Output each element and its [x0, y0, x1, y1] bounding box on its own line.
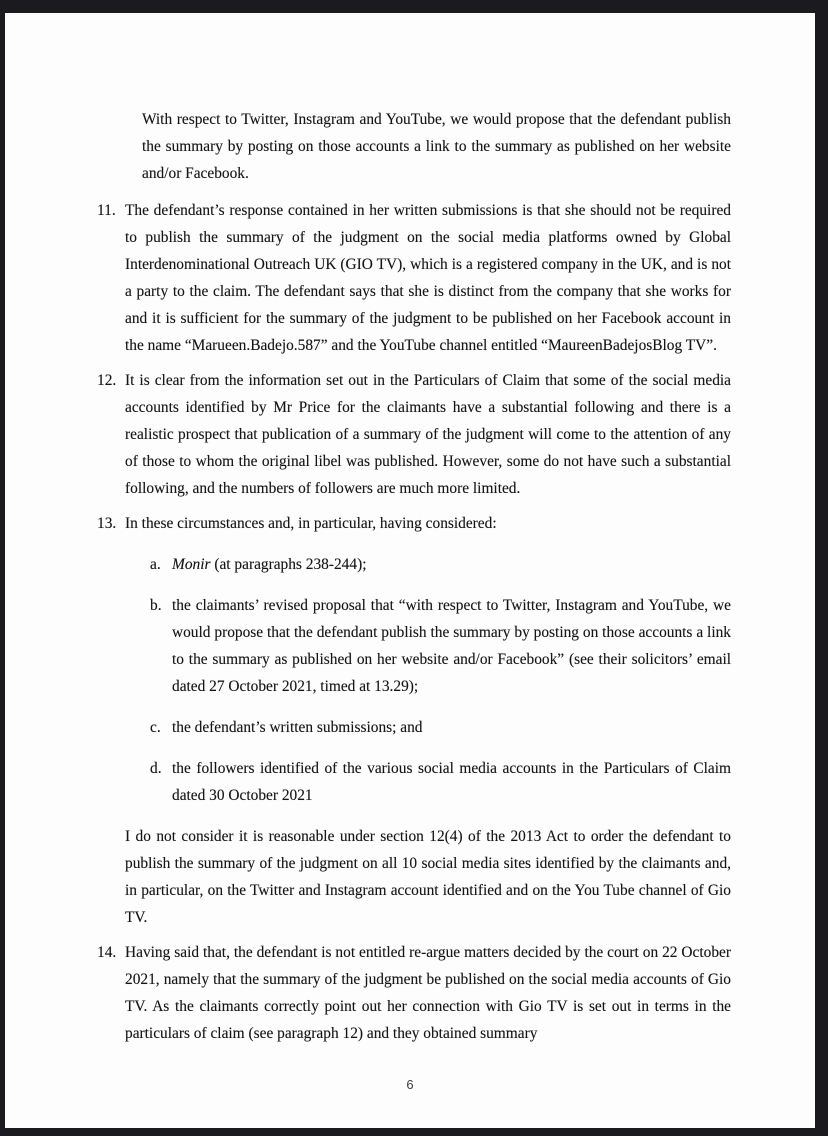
sub-item-a-label: a.	[150, 556, 161, 573]
sub-item-d-label: d.	[150, 760, 162, 777]
quoted-proposal-block: With respect to Twitter, Instagram and YouTube, we would propose that the defendant publish the summary by posting on those accounts a link to the summary as published on her website and/or Facebook.	[142, 111, 731, 182]
sub-item-c	[150, 714, 731, 741]
paragraph-12	[97, 367, 731, 502]
sub-item-c-text: the defendant’s written submissions; and	[172, 719, 423, 736]
paragraph-14-text: Having said that, the defendant is not entitled re-argue matters decided by the court on 22 October 2021, namely that the summary of the judgment be published on the social media accounts of Gio TV. As the claimants correctly point out her connection with Gio TV is set out in terms in the particulars of claim (see paragraph 12) and they obtained summary	[125, 944, 731, 1042]
sub-item-d-text: the followers identified of the various social media accounts in the Particulars of Claim dated 30 October 2021	[172, 760, 731, 804]
paragraph-13-text: In these circumstances and, in particular, having considered:	[125, 515, 497, 532]
document-page	[5, 13, 815, 1128]
sub-item-c-label: c.	[150, 719, 161, 736]
paragraph-12-text: It is clear from the information set out in the Particulars of Claim that some of the social media accounts identified by Mr Price for the claimants have a substantial following and there is a realistic prospect that publication of a summary of the judgment will come to the attention of any of those to whom the original libel was published. However, some do not have such a substantial following, and the numbers of followers are much more limited.	[125, 372, 731, 497]
document-content	[5, 13, 815, 1047]
sub-item-b	[150, 592, 731, 700]
paragraph-13	[97, 510, 731, 537]
sub-item-a	[150, 551, 731, 578]
paragraph-14-number: 14.	[97, 944, 117, 961]
paragraph-13-conclusion: I do not consider it is reasonable under section 12(4) of the 2013 Act to order the defendant to publish the summary of the judgment on all 10 social media sites identified by the claimants and, in particular, on the Twitter and Instagram account identified and on the You Tube channel of Gio TV.	[125, 828, 731, 926]
sub-item-d	[150, 755, 731, 809]
paragraph-11	[97, 197, 731, 359]
sub-item-b-label: b.	[150, 597, 162, 614]
page-number: 6	[406, 1077, 414, 1092]
sub-item-a-case-name: Monir	[172, 556, 211, 573]
paragraph-14	[97, 939, 731, 1047]
paragraph-12-number: 12.	[97, 372, 117, 389]
sub-item-b-text: the claimants’ revised proposal that “with respect to Twitter, Instagram and YouTube, we would propose that the defendant publish the summary by posting on those accounts a link to the summary as published on her website and/or Facebook” (see their solicitors’ email dated 27 October 2021, timed at 13.29);	[172, 597, 731, 695]
paragraph-13-number: 13.	[97, 515, 117, 532]
paragraph-11-text: The defendant’s response contained in her written submissions is that she should not be required to publish the summary of the judgment on the social media platforms owned by Global Interdenominational Outreach UK (GIO TV), which is a registered company in the UK, and is not a party to the claim. The defendant says that she is distinct from the company that she works for and it is sufficient for the summary of the judgment to be published on her Facebook account in the name “Marueen.Badejo.587” and the YouTube channel entitled “MaureenBadejosBlog TV”.	[125, 202, 731, 354]
sub-item-a-text: (at paragraphs 238-244);	[210, 556, 367, 573]
paragraph-11-number: 11.	[97, 202, 116, 219]
